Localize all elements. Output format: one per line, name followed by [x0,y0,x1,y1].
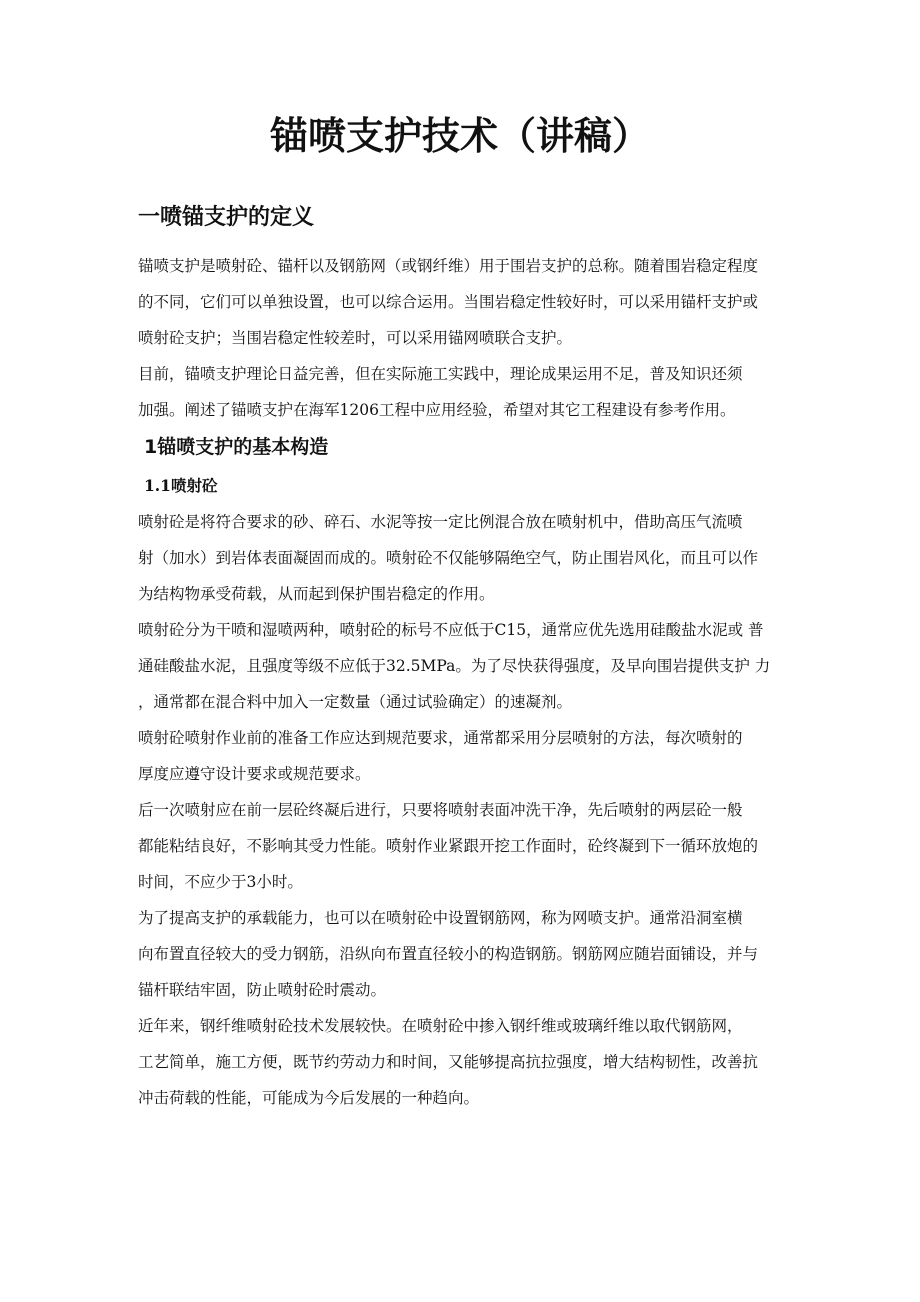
paragraph: 锚喷支护是喷射砼、锚杆以及钢筋网（或钢纤维）用于围岩支护的总称。随着围岩稳定程度 的不同，它们可以单独设置，也可以综合运用。当围岩稳定性较好时，可以采用锚杆支护或 喷射砼支护；当围岩稳定性较差时，可以采用锚网喷联合支护。 [138,257,759,347]
paragraph: 喷射砼分为干喷和湿喷两种，喷射砼的标号不应低于C15，通常应优先选用硅酸盐水泥或 普 通硅酸盐水泥，且强度等级不应低于32.5MPa。为了尽快获得强度，及早向围岩提供支护 力 ，通常都在混合料中加入一定数量（通过试验确定）的速凝剂。 [138,621,771,711]
subsection-heading-shotcrete: 1.1喷射砼 [144,476,218,495]
section-heading-basic-structure: 1锚喷支护的基本构造 [144,436,329,458]
paragraph: 为了提高支护的承载能力，也可以在喷射砼中设置钢筋网，称为网喷支护。通常沿洞室横 向布置直径较大的受力钢筋，沿纵向布置直径较小的构造钢筋。钢筋网应随岩面铺设，并与 锚杆联结牢固，防止喷射砼时震动。 [138,909,759,999]
paragraph: 后一次喷射应在前一层砼终凝后进行，只要将喷射表面冲洗干净，先后喷射的两层砼一般 都能粘结良好，不影响其受力性能。喷射作业紧跟开挖工作面时，砼终凝到下一循环放炮的 时间，不应少于3小时。 [138,801,759,891]
paragraph: 喷射砼喷射作业前的准备工作应达到规范要求，通常都采用分层喷射的方法，每次喷射的 厚度应遵守设计要求或规范要求。 [138,729,743,783]
paragraph: 目前，锚喷支护理论日益完善，但在实际施工实践中，理论成果运用不足，普及知识还须 加强。阐述了锚喷支护在海军1206工程中应用经验，希望对其它工程建设有参考作用。 [138,365,743,419]
document-title: 锚喷支护技术（讲稿） [269,114,650,158]
paragraph: 喷射砼是将符合要求的砂、碎石、水泥等按一定比例混合放在喷射机中，借助高压气流喷 射（加水）到岩体表面凝固而成的。喷射砼不仅能够隔绝空气，防止围岩风化，而且可以作 为结构物承受荷载，从而起到保护围岩稳定的作用。 [138,513,759,603]
paragraph: 近年来，钢纤维喷射砼技术发展较快。在喷射砼中掺入钢纤维或玻璃纤维以取代钢筋网， 工艺简单，施工方便，既节约劳动力和时间，又能够提高抗拉强度，增大结构韧性，改善抗 冲击荷载的性能，可能成为今后发展的一种趋向。 [138,1017,759,1107]
section-heading-definition: 一喷锚支护的定义 [138,205,315,230]
document-body [138,198,808,1116]
